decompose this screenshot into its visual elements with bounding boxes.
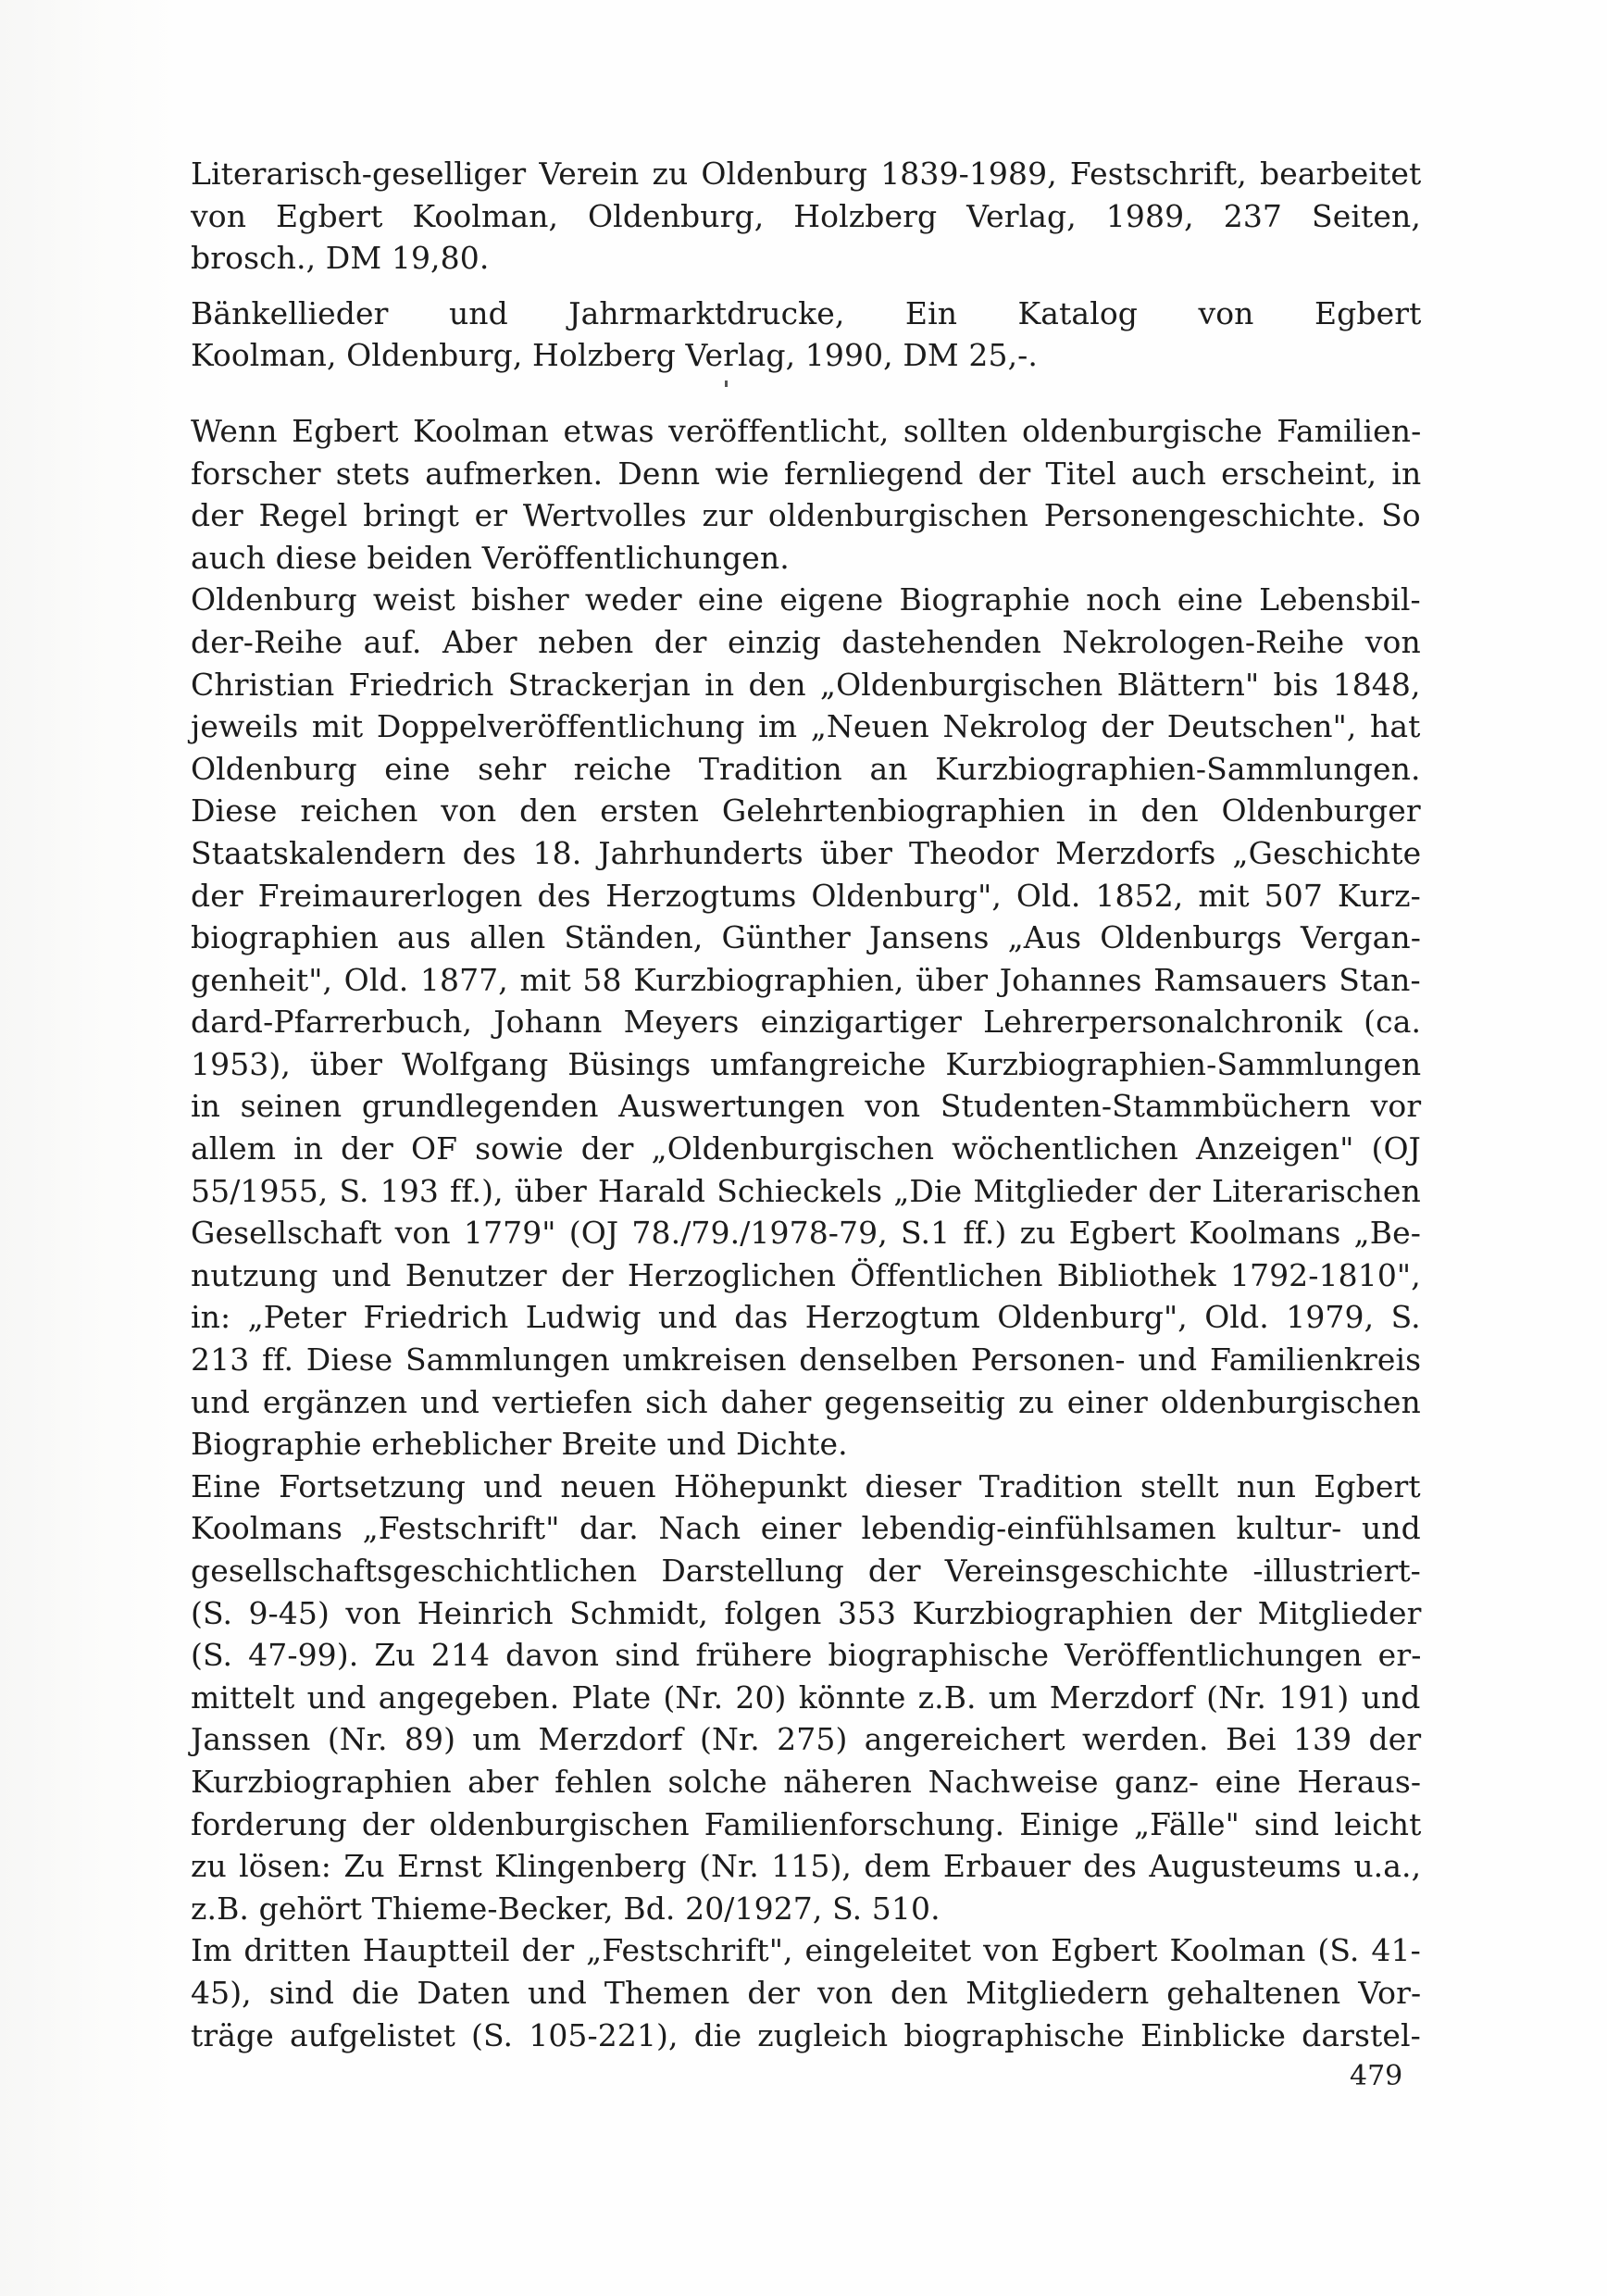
text-line: 55/1955, S. 193 ff.), über Harald Schieckels „Die Mitglieder der Literarischen [191, 1172, 1421, 1209]
text-line: Janssen (Nr. 89) um Merzdorf (Nr. 275) angereichert werden. Bei 139 der [191, 1721, 1422, 1758]
text-line: 1953), über Wolfgang Büsings umfangreiche Kurzbiographien-Sammlungen [191, 1045, 1422, 1082]
text-line: Literarisch-geselliger Verein zu Oldenburg 1839-1989, Festschrift, bearbeitet [191, 156, 1422, 192]
text-line: Wenn Egbert Koolman etwas veröffentlicht, sollten oldenburgische Familien- [191, 412, 1422, 449]
text-line: z.B. gehört Thieme-Becker, Bd. 20/1927, S. 510. [191, 1890, 941, 1927]
text-line: auch diese beiden Veröffentlichungen. [191, 539, 790, 576]
text-line: Staatskalendern des 18. Jahrhunderts über Theodor Merzdorfs „Geschichte [191, 834, 1422, 871]
text-line: Diese reichen von den ersten Gelehrtenbiographien in den Oldenburger [191, 792, 1421, 830]
text-line: Oldenburg weist bisher weder eine eigene Biographie noch eine Lebensbil- [191, 581, 1421, 618]
body-text [191, 153, 1421, 2056]
text-line: Bänkellieder und Jahrmarktdrucke, Ein Katalog von Egbert [191, 294, 1422, 331]
text-line: gesellschaftsgeschichtlichen Darstellung der Vereinsgeschichte -illustriert- [191, 1553, 1421, 1589]
text-line: brosch., DM 19,80. [191, 240, 490, 277]
paragraph-gap [191, 377, 1421, 393]
text-line: genheit", Old. 1877, mit 58 Kurzbiographien, über Johannes Ramsauers Stan- [191, 961, 1421, 998]
text-line: biographien aus allen Ständen, Günther Jansens „Aus Oldenburgs Vergan- [191, 919, 1422, 956]
text-line: Koolman, Oldenburg, Holzberg Verlag, 1990, DM 25,-. [191, 337, 1039, 374]
text-line: Christian Friedrich Strackerjan in den „Oldenburgischen Blättern" bis 1848, [191, 666, 1421, 703]
text-line: und ergänzen und vertiefen sich daher gegenseitig zu einer oldenburgischen [191, 1383, 1421, 1420]
text-line: zu lösen: Zu Ernst Klingenberg (Nr. 115), dem Erbauer des Augusteums u.a., [191, 1848, 1422, 1885]
text-line: Biographie erheblicher Breite und Dichte. [191, 1426, 848, 1463]
text-line: träge aufgelistet (S. 105-221), die zugleich biographische Einblicke darstel- [191, 2016, 1421, 2053]
text-line: Im dritten Hauptteil der „Festschrift", eingeleitet von Egbert Koolman (S. 41- [191, 1932, 1421, 1969]
text-line: forscher stets aufmerken. Denn wie fernliegend der Titel auch erscheint, in [191, 455, 1422, 492]
page-number: 479 [1350, 2060, 1403, 2092]
text-line: Gesellschaft von 1779" (OJ 78./79./1978-79, S.1 ff.) zu Egbert Koolmans „Be- [191, 1215, 1421, 1252]
text-line: 45), sind die Daten und Themen der von den Mitgliedern gehaltenen Vor- [191, 1974, 1422, 2011]
text-line: in: „Peter Friedrich Ludwig und das Herzogtum Oldenburg", Old. 1979, S. [191, 1299, 1421, 1336]
text-line: Eine Fortsetzung und neuen Höhepunkt dieser Tradition stellt nun Egbert [191, 1467, 1421, 1504]
text-line: (S. 9-45) von Heinrich Schmidt, folgen 353 Kurzbiographien der Mitglieder [191, 1594, 1422, 1631]
text-line: Koolmans „Festschrift" dar. Nach einer lebendig-einfühlsamen kultur- und [191, 1510, 1421, 1547]
text-line: allem in der OF sowie der „Oldenburgischen wöchentlichen Anzeigen" (OJ [191, 1130, 1421, 1167]
text-line: der Regel bringt er Wertvolles zur oldenburgischen Personengeschichte. So [191, 497, 1421, 534]
text-line: mittelt und angegeben. Plate (Nr. 20) könnte z.B. um Merzdorf (Nr. 191) und [191, 1678, 1421, 1716]
text-line: 213 ff. Diese Sammlungen umkreisen denselben Personen- und Familienkreis [191, 1341, 1422, 1379]
text-line: der Freimaurerlogen des Herzogtums Oldenburg", Old. 1852, mit 507 Kurz- [191, 877, 1421, 914]
text-line: dard-Pfarrerbuch, Johann Meyers einzigartiger Lehrerpersonalchronik (ca. [191, 1004, 1422, 1041]
text-line: in seinen grundlegenden Auswertungen von Studenten-Stammbüchern vor [191, 1088, 1422, 1125]
text-line: Kurzbiographien aber fehlen solche näheren Nachweise ganz- eine Heraus- [191, 1763, 1422, 1800]
text-line: der-Reihe auf. Aber neben der einzig dastehenden Nekrologen-Reihe von [191, 623, 1421, 660]
text-line: von Egbert Koolman, Oldenburg, Holzberg Verlag, 1989, 237 Seiten, [191, 197, 1421, 234]
paragraph-gap [191, 280, 1421, 293]
text-line: jeweils mit Doppelveröffentlichung im „Neuen Nekrolog der Deutschen", hat [191, 708, 1421, 745]
text-line: Oldenburg eine sehr reiche Tradition an Kurzbiographien-Sammlungen. [191, 750, 1421, 787]
paragraph-gap [191, 393, 1421, 410]
text-line: nutzung und Benutzer der Herzoglichen Öffentlichen Bibliothek 1792-1810", [191, 1256, 1421, 1293]
text-line: forderung der oldenburgischen Familienforschung. Einige „Fälle" sind leicht [191, 1805, 1422, 1842]
text-line: (S. 47-99). Zu 214 davon sind frühere biographische Veröffentlichungen er- [191, 1637, 1422, 1674]
